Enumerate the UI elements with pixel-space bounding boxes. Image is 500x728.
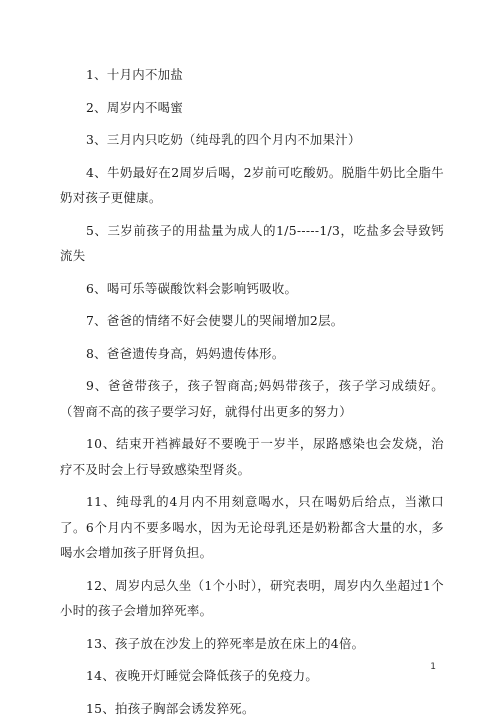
list-item-3: 3、三月内只吃奶（纯母乳的四个月内不加果汁）	[86, 132, 361, 147]
list-item-8: 8、爸爸遗传身高，妈妈遗传体形。	[86, 345, 285, 361]
list-item-7: 7、爸爸的情绪不好会使婴儿的哭闹增加2层。	[86, 313, 344, 328]
list-item-4: 4、牛奶最好在2周岁后喝，2岁前可吃酸奶。脱脂牛奶比全脂牛奶对孩子更健康。	[60, 164, 444, 205]
page-number: 1	[430, 662, 436, 672]
list-item-9: 9、爸爸带孩子，孩子智商高;妈妈带孩子，孩子学习成绩好。（智商不高的孩子要学习好，就得付出更多的努力）	[60, 378, 444, 419]
list-item-6: 6、喝可乐等碳酸饮料会影响钙吸收。	[86, 280, 298, 296]
list-item-10: 10、结束开裆裤最好不要晚于一岁半，尿路感染也会发烧，治疗不及时会上行导致感染型肾炎。	[60, 436, 444, 477]
list-item-13: 13、孩子放在沙发上的猝死率是放在床上的4倍。	[86, 635, 365, 651]
list-item-15: 15、拍孩子胸部会诱发猝死。	[86, 700, 255, 716]
document-body	[60, 62, 444, 728]
list-item-5: 5、三岁前孩子的用盐量为成人的1/5-----1/3，吃盐多会导致钙流失	[60, 222, 444, 263]
list-item-2: 2、周岁内不喝蜜	[86, 99, 184, 115]
list-item-11: 11、纯母乳的4月内不用刻意喝水，只在喝奶后给点，当漱口了。6个月内不要多喝水，因为无论母乳还是奶粉都含大量的水，多喝水会增加孩子肝肾负担。	[60, 494, 444, 560]
list-item-1: 1、十月内不加盐	[86, 67, 184, 82]
list-item-12: 12、周岁内忌久坐（1个小时），研究表明，周岁内久坐超过1个小时的孩子会增加猝死率。	[60, 577, 444, 618]
list-item-14: 14、夜晚开灯睡觉会降低孩子的免疫力。	[86, 668, 319, 683]
